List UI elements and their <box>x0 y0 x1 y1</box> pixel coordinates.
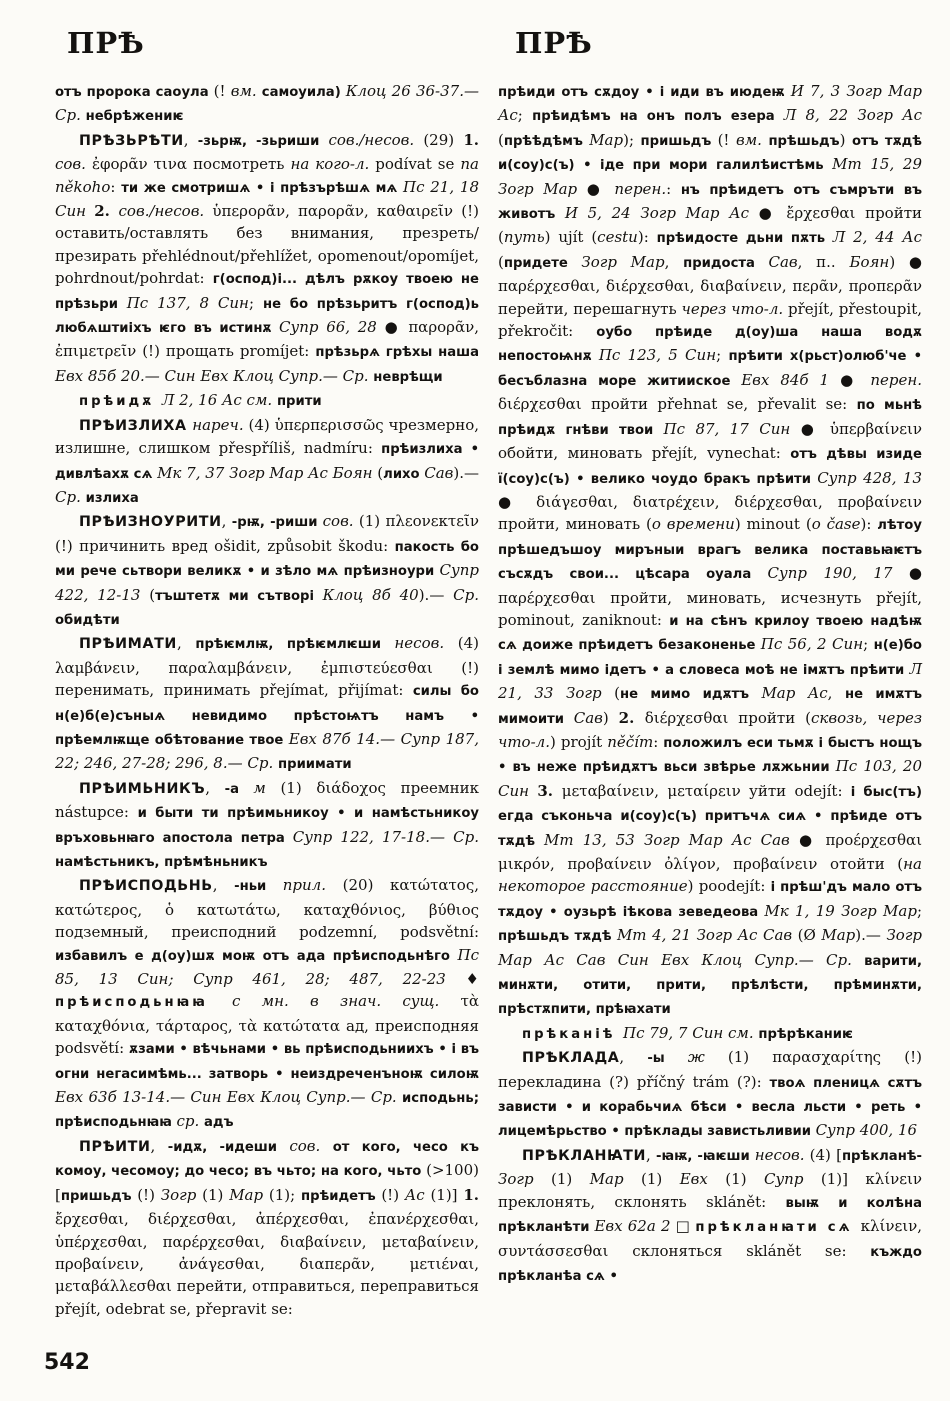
text-run-i: Супр 422, 12-13 <box>55 561 479 604</box>
text-run-i: Мар <box>589 130 624 149</box>
text-run-h: ПРѢЗЬРѢТИ <box>79 132 184 149</box>
text-run-c: -ꙗѭ, -ꙗѥши <box>655 1148 755 1164</box>
text-run-r: , <box>619 1048 648 1067</box>
text-run-r: (1) <box>551 1170 590 1189</box>
text-run-b: 1. <box>463 130 479 149</box>
text-run-r: (20) <box>326 876 391 895</box>
text-run-r: (Ø <box>797 926 822 945</box>
text-run-g: πλεονεκτεῖν <box>385 512 479 531</box>
text-run-r: ) projít <box>549 732 608 751</box>
entry-paragraph <box>498 1022 922 1046</box>
text-run-i: Ас <box>404 1185 431 1204</box>
text-run-c: избавилъ е д(оу)шѫ моѭ отъ ада прѣисподьнѣго <box>55 948 458 964</box>
text-run-r: ● <box>376 318 409 337</box>
text-run-c: ти же смотришѧ • і прѣзърѣшѧ мѧ <box>121 180 403 196</box>
text-run-c: прѣидетъ <box>301 1188 382 1204</box>
text-run-i: Супр <box>763 1170 821 1189</box>
text-run-r: уйти odejít: <box>749 781 851 800</box>
text-run-r: , <box>205 778 225 797</box>
text-run-c: неврѣщи <box>373 369 443 385</box>
text-run-i: сов. <box>322 512 354 531</box>
text-run-r: ) ujít ( <box>544 228 598 247</box>
text-run-h: ПРѢИЗНОУРИТИ <box>79 514 222 531</box>
entry-paragraph <box>55 129 479 389</box>
text-run-c: і прѣш'дъ мало отъ тѫдоу • оузьрѣ іѣкова зеведеова <box>498 880 922 920</box>
text-run-h: ПРѢИМЬНИКЪ <box>79 780 206 797</box>
text-run-r: ( <box>614 684 620 703</box>
text-run-r: přejít, přestoupit, překročit: <box>498 299 922 341</box>
text-run-g: μεταβαίνειν, μεταίρειν <box>561 781 750 800</box>
text-run-i: сов./несов. <box>328 130 415 149</box>
text-run-i: o čase <box>811 515 861 534</box>
text-run-r: (!) причинить вред ošidit, způsobit škodu: <box>55 536 395 555</box>
text-run-r: (4) <box>243 415 275 434</box>
text-run-c: приимати <box>278 757 352 773</box>
text-run-c: прѣити х(рьст)олюб'че • бесъблазна море житииское <box>498 349 923 389</box>
text-run-c: и на сѣнъ крилоу твоею надѣѭ сѧ доиже прѣидетъ безаконенье <box>498 613 922 654</box>
text-run-i: Супр 400, 16 <box>815 1121 918 1140</box>
text-run-i: Мт 13, 53 Зогр Мар Ас Сав <box>544 830 799 849</box>
text-run-c: небрѣжениѥ <box>85 109 184 125</box>
text-run-i: Зогр <box>160 1185 203 1204</box>
page-number: 542 <box>44 1350 90 1375</box>
entry-paragraph <box>55 632 479 776</box>
text-run-c: г(оспод)і... дѣлъ рѫкоу твоею не прѣзьри <box>55 272 479 312</box>
text-run-r: (1) <box>725 1170 764 1189</box>
entry-paragraph <box>55 80 479 129</box>
text-run-i: Пс 137, 8 Син <box>126 293 249 312</box>
text-run-c: придоста <box>683 255 769 271</box>
text-run-c: пришьдъ <box>640 133 718 149</box>
text-run-i: Клоц 8б 40 <box>322 585 419 604</box>
entry-paragraph <box>55 777 479 875</box>
text-run-i: Зогр <box>498 1170 551 1189</box>
text-run-r: ; <box>863 635 874 654</box>
text-run-i: Сав <box>424 463 454 482</box>
text-run-c: тъштетѫ ми сътворі <box>155 588 323 604</box>
text-run-i: на некоторое расстояние <box>498 855 922 896</box>
text-run-i: ж <box>687 1048 705 1067</box>
text-run-i: И 5, 24 Зогр Мар Ас <box>564 204 759 223</box>
text-run-r: ).— <box>855 926 887 945</box>
text-run-i: Пс 56, 2 Син <box>760 635 864 654</box>
text-run-sp: прѣидѫ <box>79 394 162 410</box>
text-run-i: Пс 21, 18 Син <box>55 177 479 221</box>
text-run-r: ● <box>840 370 871 389</box>
text-run-c: къждо прѣкланѣа сѧ • <box>498 1244 922 1284</box>
text-run-r: склоняться sklánět se: <box>632 1241 871 1260</box>
text-run-c: силы бо н(е)б(е)съныѧ невидимо прѣстоѩтъ намъ • прѣемлѭще обѣтование твое <box>55 684 479 748</box>
text-run-r: ): <box>860 515 878 534</box>
text-run-i: Мар <box>229 1185 269 1204</box>
text-run-i: na někoho <box>55 155 479 196</box>
text-run-i: вм. <box>735 130 769 149</box>
text-run-i: Боян <box>849 252 890 271</box>
text-run-c: не имѫтъ мимоити <box>498 687 922 727</box>
text-run-i: Сав <box>768 252 798 271</box>
text-run-r: ( <box>498 130 504 149</box>
text-run-i: прил. <box>282 876 326 895</box>
text-run-r: подземный, преисподний podzemní, podsvětní: <box>55 923 479 942</box>
text-run-r: □ <box>675 1217 696 1236</box>
text-run-r: ).— <box>418 585 454 604</box>
text-run-c: -ньи <box>234 879 283 895</box>
text-run-r: , <box>176 634 196 653</box>
text-run-r: ); <box>623 130 641 149</box>
text-run-r: , <box>221 512 232 531</box>
text-run-g: παρέρχεσθαι <box>498 588 611 607</box>
text-run-g: ἔρχεσθαι, διέρχεσθαι, ἀπέρχεσθαι, ἐπανέρχεσθαι, ὑπέρχεσθαι, παρέρχεσθαι, διαβαίνειν, μεταβαίνειν, προβαίνειν, ἀνάγεσθαι, διαπερᾶν, μετιέναι, μεταβάλλεσθαι <box>55 1210 479 1296</box>
text-run-r: (1)] <box>430 1185 464 1204</box>
text-run-c: прѣшьдъ <box>768 133 840 149</box>
text-run-r: , <box>150 1136 168 1155</box>
text-run-sp: прѣисподьнꙗꙗ <box>55 995 232 1011</box>
entry-paragraph <box>55 389 479 413</box>
text-run-i: с мн. в знач. сущ. <box>231 992 461 1011</box>
text-run-r: : <box>666 179 681 198</box>
text-run-r: ; <box>517 106 533 125</box>
text-run-g: διάδοχος <box>316 778 401 797</box>
text-run-r: пройти ( <box>738 708 811 727</box>
text-run-i: Супр 428, 13 <box>817 468 922 487</box>
text-run-g: παρορᾶν, ἐπιμετρεῖν <box>55 318 479 361</box>
text-run-r: преклонять, склонять sklánět: <box>498 1192 786 1211</box>
text-run-c: прѣиди отъ сѫдоу • і иди въ июдеѭ <box>498 85 791 100</box>
text-run-c: самоуила) <box>256 85 346 100</box>
text-run-i: Мк 1, 19 Зогр Мар <box>764 901 917 920</box>
column-header-right: ПРѢ <box>515 26 593 60</box>
text-run-i: ср. <box>176 1112 205 1131</box>
text-run-r: ( <box>377 463 384 482</box>
text-run-r: пройти, миновать ( <box>498 515 652 534</box>
text-run-i: Ср. <box>55 487 86 506</box>
entry-paragraph <box>55 874 479 1134</box>
text-run-r: пройти ( <box>498 204 923 247</box>
text-run-g: διάγεσθαι, διατρέχειν, διέρχεσθαι, προβαίνειν <box>536 492 923 511</box>
text-run-i: Мт 15, 29 Зогр Мар <box>498 155 923 198</box>
text-run-r: (1) <box>353 512 386 531</box>
text-run-c: оубо прѣиде д(оу)ша наша водѫ непостоѩнѫ <box>498 325 922 365</box>
text-run-i: о времени <box>651 515 735 534</box>
text-run-r: podívat se <box>375 155 461 174</box>
entry-paragraph <box>55 414 479 511</box>
text-run-i: Мар Ас <box>761 684 828 703</box>
text-run-r: ♦ <box>465 970 479 989</box>
text-run-i: Евх 87б 14.— Супр 187, 22; 246, 27-28; 296, 8.— Ср. <box>55 729 479 773</box>
text-run-r: ● <box>908 564 922 583</box>
text-run-r: ) <box>602 708 619 727</box>
text-run-i: Пс 79, 7 Син см. <box>623 1023 759 1042</box>
text-run-h: ПРѢИТИ <box>79 1138 151 1155</box>
text-run-g: διέρχεσθαι <box>498 395 592 414</box>
text-run-r: ; <box>716 346 729 365</box>
text-run-r: ; <box>248 293 263 312</box>
text-run-r: отойти ( <box>830 855 904 873</box>
text-run-i: Евх 84б 1 <box>741 370 841 389</box>
text-run-c: придете <box>503 255 582 271</box>
text-run-r: (1) <box>202 1185 230 1204</box>
text-run-g: κλίνειν, συντάσσεσθαι <box>498 1217 922 1260</box>
text-run-i: вм. <box>230 82 257 100</box>
text-run-c: прѣѣдѣмъ <box>503 133 590 149</box>
text-run-c: прѣидѣмъ на онъ полъ езера <box>532 109 784 125</box>
text-run-c: прѣѥмлѭ, прѣѥмлѥши <box>195 637 395 653</box>
text-run-i: сов. <box>289 1136 333 1155</box>
running-heads <box>0 0 950 58</box>
text-run-c: отъ тѫдѣ и(соу)с(ъ) • іде при мори галилѣистѣмь <box>498 133 922 174</box>
text-run-sp: прѣканіѣ <box>522 1026 624 1042</box>
text-run-c: не мимо идѫтъ <box>619 687 762 703</box>
text-run-g: παρασχαρίτης <box>772 1048 905 1067</box>
text-run-r: (!) <box>137 1185 161 1204</box>
text-run-i: на кого-л. <box>290 155 376 174</box>
text-run-r: ● <box>586 179 615 198</box>
text-run-i: Пс 87, 17 Син <box>663 419 801 438</box>
text-run-c: прити <box>276 394 322 410</box>
text-run-r: ) minout ( <box>734 515 812 534</box>
text-run-i: нареч. <box>192 415 244 434</box>
text-run-i: Пс 103, 20 Син <box>498 757 922 800</box>
text-run-c: -а <box>224 781 254 797</box>
text-run-r: (1) <box>265 778 317 797</box>
text-run-r: пройти, миновать, исчезнуть přejít, pominout, zaniknout: <box>498 588 922 629</box>
text-run-r: (! <box>717 130 736 149</box>
text-run-r: , <box>212 876 235 895</box>
text-run-i: сов./несов. <box>118 202 213 221</box>
text-run-i: несов. <box>394 634 445 653</box>
text-run-r: перейти, перешагнуть <box>498 299 682 318</box>
text-run-g: διέρχεσθαι <box>644 708 739 727</box>
text-run-h: ПРѢИСПОДЬНЬ <box>79 878 213 895</box>
right-column <box>498 80 922 1328</box>
text-run-i: cestu <box>597 228 638 247</box>
text-run-c: отъ дѣвы изиде ї(соу)с(ъ) • велико чоудо бракъ прѣити <box>498 447 922 487</box>
text-run-i: Л 2, 16 Ас см. <box>161 391 277 410</box>
text-run-c: лихо <box>383 466 425 482</box>
text-run-c: прѣрѣканиѥ <box>758 1026 854 1042</box>
text-run-c: выѭ и колѣна прѣкланѣти <box>498 1195 922 1236</box>
text-columns <box>0 58 950 1328</box>
text-run-r: : <box>653 732 664 751</box>
text-run-r: ад, преисподняя podsvětí: <box>55 1016 480 1058</box>
text-run-r: ) <box>839 130 852 149</box>
text-run-c: адъ <box>204 1115 234 1131</box>
text-run-r: , <box>646 1145 656 1164</box>
text-run-c: отъ пророка саоула <box>55 85 214 100</box>
text-run-i: м <box>253 778 266 797</box>
text-run-r: (>100) [ <box>55 1161 479 1204</box>
text-run-g: κλίνειν <box>865 1170 923 1189</box>
text-run-g: λαμβάνειν, παραλαμβάνειν, ἐμπιστεύεσθαι <box>55 658 462 677</box>
text-run-sp: прѣкланꙗти сѧ <box>695 1220 861 1236</box>
text-run-c: пришьдъ <box>60 1188 138 1204</box>
text-run-i: Пс 85, 13 Син; Супр 461, 28; 487, 22-23 <box>55 945 479 989</box>
text-run-i: Мт 4, 21 Зогр Ас Сав <box>616 926 798 945</box>
text-run-r: (4) <box>444 634 479 653</box>
text-run-c: не бо прѣзьритъ г(оспод)ь любѧштиіхъ ѥго въ истинѫ <box>55 296 480 337</box>
text-run-c: ѫзами • вѣчьнами • вь прѣисподьниихъ • і въ огни негасимѣмь... затворь • неиздреченъноѭ силоѭ <box>55 1042 479 1082</box>
text-run-r: перейти, отправиться, переправиться přejít, odebrat se, přepravit se: <box>55 1277 479 1318</box>
text-run-c: положилъ еси тьмѫ і быстъ нощъ • въ неже прѣидѫтъ вьси звѣрье лѫжьнии <box>498 735 922 776</box>
text-run-c: и быти ти прѣимьникоу • и намѣстьникоу връховьнꙗго апостола петра <box>55 806 479 846</box>
text-run-r: , <box>183 130 198 149</box>
text-run-c: -идѫ, -идеши <box>167 1139 290 1155</box>
text-run-b: 2. <box>618 708 645 727</box>
text-run-r: (29) <box>414 130 464 149</box>
text-run-i: Зогр Мар Ас Сав Син Евх Клоц Супр.— Ср. <box>498 926 923 969</box>
text-run-i: Евх 85б 20.— Син Евх Клоц Супр.— Ср. <box>55 366 374 385</box>
entry-paragraph <box>498 80 922 1022</box>
text-run-i: сов. <box>55 155 92 174</box>
text-run-i: Клоц 26 36-37.— Ср. <box>55 82 479 125</box>
text-run-i: Л 21, 33 Зогр <box>498 659 922 703</box>
text-run-r: ): <box>637 228 657 247</box>
text-run-c: прѣзьрѧ грѣхы наша <box>315 345 480 361</box>
text-run-c: -рѭ, -риши <box>231 515 323 531</box>
text-run-c: варити, минѫти, отити, прити, прѣлѣсти, прѣминѫти, прѣстѫпити, прѣꙗхати <box>498 953 922 1018</box>
text-run-g: παρέρχεσθαι, διέρχεσθαι, διαβαίνειν, περᾶν, προπερᾶν <box>498 277 922 296</box>
text-run-g: ἔρχεσθαι <box>786 204 866 223</box>
text-run-r: ) poodejít: <box>687 877 771 896</box>
text-run-r: ).— <box>453 463 480 482</box>
text-run-r: ( <box>498 252 504 271</box>
text-run-g: τὰ καταχθόνια, τάρταρος, τὰ κατώτατα <box>55 992 479 1035</box>
text-run-c: нъ прѣидетъ отъ съмръти въ животъ <box>498 182 923 223</box>
text-run-c: прѣидосте дьни пѫть <box>656 231 833 247</box>
text-run-r: (1) <box>704 1048 773 1067</box>
text-run-r: ) ● <box>889 252 922 271</box>
text-run-g: ὑπερβαίνειν <box>829 419 923 438</box>
text-run-r: ● <box>798 830 826 849</box>
text-run-i: Супр 190, 17 <box>767 564 909 583</box>
text-run-r: (1) <box>641 1170 680 1189</box>
text-run-i: И 7, 3 Зогр Мар Ас <box>498 82 922 125</box>
text-run-i: путь <box>503 228 545 247</box>
text-run-h: ПРѢИЗЛИХА <box>79 417 193 434</box>
text-run-i: несов. <box>754 1145 805 1164</box>
text-run-r: , <box>664 252 684 271</box>
text-run-r: (!) перекладина (?) příčný trám (?): <box>498 1048 922 1091</box>
entry-paragraph <box>498 1144 922 1288</box>
text-run-i: Мк 7, 37 Зогр Мар Ас Боян <box>157 463 378 482</box>
text-run-c: -зьрѭ, -зьриши <box>197 133 329 149</box>
text-run-i: Супр 122, 17-18.— Ср. <box>292 827 479 846</box>
text-run-r: (!) оставить/оставлять без внимания, презреть/презирать přehlédnout/přehlížet, opomenout/opomíjet, pohrdnout/pohrdat: <box>55 202 479 288</box>
text-run-r: : <box>110 177 122 196</box>
text-run-c: прѣизлиха • дивлѣахѫ сѧ <box>55 442 479 482</box>
text-run-c: от кого, чесо къ комоу, чесомоу; до чесо; въ чьто; на кого, чьто <box>55 1139 479 1180</box>
text-run-i: через что-л. <box>681 299 788 318</box>
text-run-c: обидѣти <box>55 612 120 628</box>
text-run-r: ( <box>149 585 156 604</box>
text-run-r: пройти přehnat se, převalit se: <box>591 395 857 414</box>
text-run-i: Мар <box>821 926 856 945</box>
left-column <box>55 80 479 1328</box>
text-run-i: перен. <box>870 370 923 389</box>
text-run-g: ὑπερπερισσῶς <box>274 415 389 434</box>
text-run-c: прѣшьдъ тѫдѣ <box>498 929 617 945</box>
entry-paragraph <box>55 1135 479 1320</box>
text-run-r: (4) [ <box>804 1145 842 1164</box>
text-run-g: ὑπερορᾶν, παρορᾶν, καθαιρεῖν <box>212 202 462 221</box>
text-run-r: посмотреть <box>193 155 291 174</box>
text-run-i: перен. <box>614 179 667 198</box>
text-run-i: Л 2, 44 Ас <box>832 228 922 247</box>
text-run-g: προέρχεσθαι μικρόν, προβαίνειν ὀλίγον, προβαίνειν <box>498 830 922 873</box>
text-run-c: твоѧ пленицѧ сѫтъ зависти • и корабьчиѧ бѣси • весла льсти • реть • лицемѣрьство • прѣклады завистьливии <box>498 1075 923 1140</box>
text-run-r: (! <box>213 82 231 100</box>
text-run-i: Евх 62а 2 <box>594 1217 676 1236</box>
text-run-h: ПРѢКЛАНꙖТИ <box>522 1147 647 1164</box>
text-run-c: лѣтоу прѣшедъшоу миръныи врагъ велика поставьꙗѥтъ съсѫдъ свои... цѣсара оуала <box>498 518 922 583</box>
text-run-i: Мар <box>589 1170 642 1189</box>
text-run-i: Евх 63б 13-14.— Син Евх Клоц Супр.— Ср. <box>55 1088 403 1107</box>
text-run-r: (!) <box>381 1185 405 1204</box>
text-run-i: Супр 66, 28 <box>279 318 377 337</box>
text-run-i: něčím <box>607 732 654 751</box>
text-run-b: 3. <box>537 781 562 800</box>
text-run-r: , п.. <box>797 252 850 271</box>
text-run-r: (1); <box>268 1185 302 1204</box>
text-run-c: н(е)бо і землѣ мимо ідетъ • а словеса моѣ не імѫтъ прѣити <box>498 638 922 678</box>
entry-paragraph <box>498 1046 922 1144</box>
text-run-b: 2. <box>94 202 119 221</box>
text-run-c: і быс(тъ) егда съконьча и(соу)с(ъ) притъчѧ сиѧ • прѣиде отъ тѫдѣ <box>498 784 922 849</box>
text-run-c: по мьнѣ прѣидѫ гнѣви твои <box>498 398 922 438</box>
text-run-r: ; <box>916 901 922 920</box>
text-run-i: сквозь, через что-л. <box>498 708 923 751</box>
text-run-i: Сав <box>573 708 603 727</box>
text-run-h: ПРѢИМАТИ <box>79 636 177 653</box>
text-run-r: ● <box>498 492 537 511</box>
text-run-r: ● <box>800 419 830 438</box>
text-run-r: (1)] <box>820 1170 866 1189</box>
text-run-i: Зогр Мар <box>581 252 665 271</box>
text-run-r: ● <box>758 204 787 223</box>
text-run-c: -ы <box>647 1051 688 1067</box>
entry-paragraph <box>55 510 479 632</box>
text-run-c: пакость бо ми рече сьтвори великѫ • и зѣло мѧ прѣизноури <box>55 539 479 580</box>
text-run-r: преемник nástupce: <box>55 778 479 822</box>
text-run-r: , <box>827 684 845 703</box>
text-run-r: обойти, миновать přejít, vynechat: <box>498 444 791 463</box>
text-run-c: прѣкланѣ- <box>841 1148 922 1164</box>
text-run-c: исподьнь; прѣисподьнꙗꙗ <box>55 1091 479 1131</box>
text-run-g: ἐφορᾶν τινα <box>91 155 194 174</box>
column-header-left: ПРѢ <box>67 26 145 60</box>
text-run-h: ПРѢКЛАДА <box>522 1050 620 1067</box>
text-run-r: (!) прощать promíjet: <box>142 342 316 361</box>
text-run-i: Ср. <box>453 585 479 604</box>
text-run-c: излиха <box>85 490 139 506</box>
text-run-g: κατώτατος, κατώτερος, ὁ κατωτάτω, καταχθόνιος, βύθιος <box>55 876 480 919</box>
text-run-i: Л 8, 22 Зогр Ас <box>783 106 922 125</box>
text-run-b: 1. <box>463 1185 480 1204</box>
text-run-r: чрезмерно, излишне, слишком přespříliš, nadmíru: <box>55 415 479 458</box>
text-run-r: (!) перенимать, принимать přejímat, přijímat: <box>55 658 479 700</box>
text-run-i: Пс 123, 5 Син <box>598 346 717 365</box>
text-run-i: Евх <box>679 1170 726 1189</box>
text-run-c: намѣстьникъ, прѣмѣньникъ <box>55 855 268 870</box>
